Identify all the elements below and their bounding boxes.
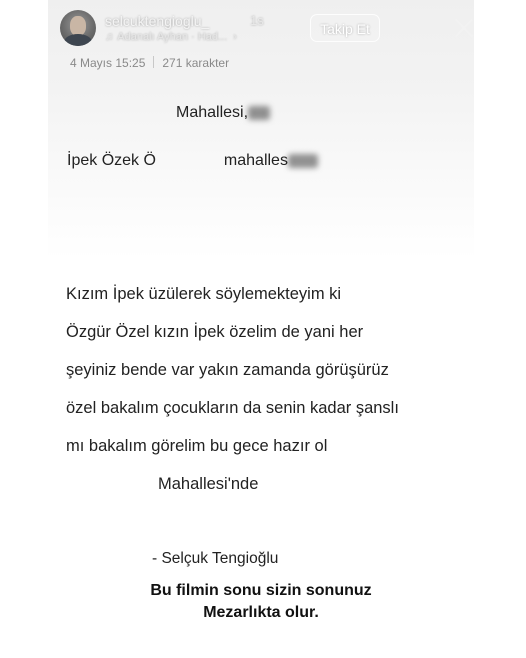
signature: - Selçuk Tengioğlu: [152, 550, 279, 567]
story-caption: [48, 580, 474, 624]
chevron-right-icon: ›: [233, 31, 237, 43]
message-line: Özgür Özel kızın İpek özelim de yani her: [66, 323, 364, 341]
address-line-2-name: İpek Özek Ö: [67, 152, 156, 169]
username-link[interactable]: selcuktengioglu_: [105, 13, 210, 29]
message-line: Kızım İpek üzülerek söylemekteyim ki: [66, 285, 342, 303]
message-line: şeyiniz bende var yakın zamanda görüşürüz: [66, 361, 389, 379]
message-line: özel bakalım çocukların da senin kadar şanslı: [66, 399, 399, 417]
message-last-line: Mahallesi'nde: [158, 475, 259, 493]
address-line-1: [176, 104, 270, 122]
story-header: [48, 0, 474, 62]
meta-divider: [153, 56, 154, 68]
caption-line-2: Mezarlıkta olur.: [203, 604, 319, 621]
more-options-icon[interactable]: ···: [411, 16, 433, 36]
address-line-1-text: Mahallesi,: [176, 104, 249, 121]
note-meta: [70, 56, 229, 70]
note-date: 4 Mayıs 15:25: [70, 56, 146, 70]
story-viewer[interactable]: [48, 0, 474, 658]
avatar-shoulders: [64, 34, 92, 46]
redaction-blur: [288, 154, 318, 168]
music-label: Adanalı Ayhan · Had...: [117, 31, 228, 43]
note-char-count: 271 karakter: [162, 56, 230, 70]
message-line: mı bakalım görelim bu gece hazır ol: [66, 437, 328, 455]
close-icon[interactable]: [450, 14, 474, 42]
follow-button[interactable]: Takip Et: [310, 14, 380, 42]
avatar-face: [70, 16, 86, 36]
story-time-ago: 1s: [250, 13, 264, 28]
caption-line-1: Bu filmin sonu sizin sonunuz: [150, 582, 372, 599]
address-line-2: [67, 152, 318, 170]
music-attribution[interactable]: [105, 31, 237, 43]
redaction-blur: [248, 106, 270, 120]
music-note-icon: ♫: [105, 31, 114, 43]
address-line-2-rest: mahalles: [223, 152, 288, 169]
avatar[interactable]: [60, 10, 96, 46]
message-body: [66, 280, 466, 508]
